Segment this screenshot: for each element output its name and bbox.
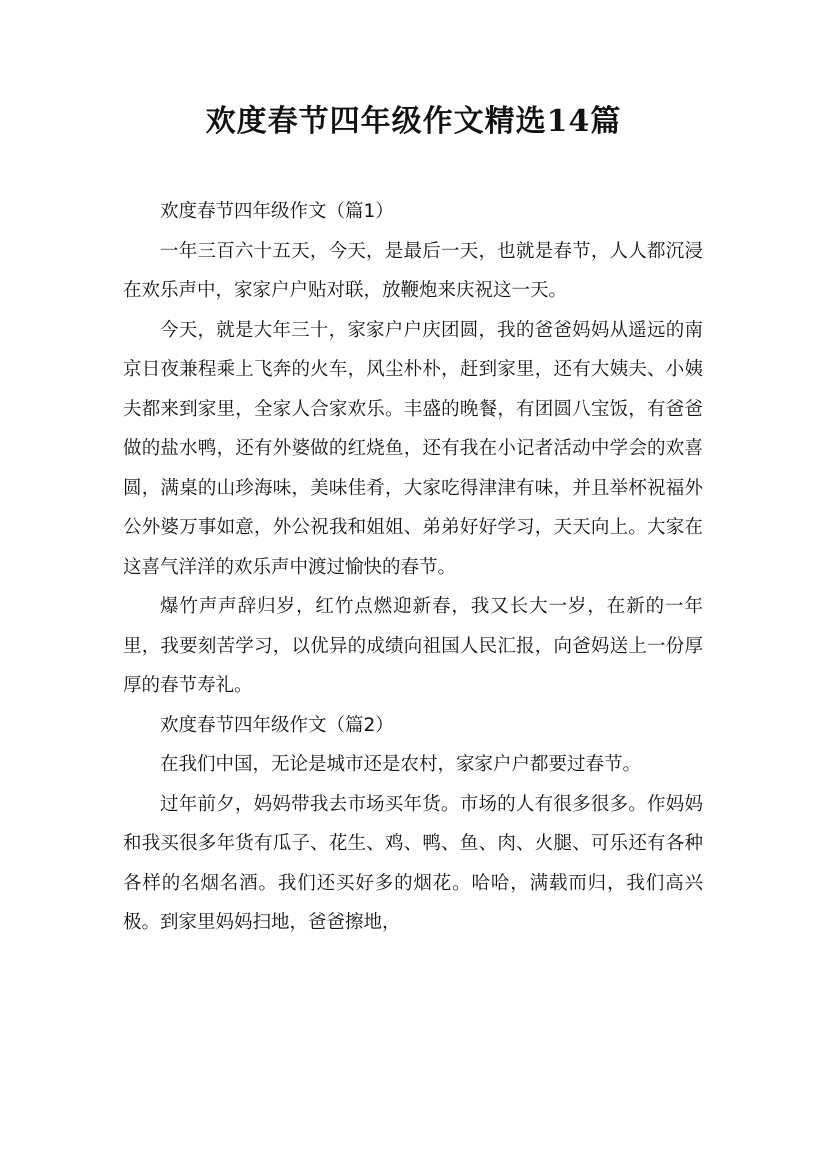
body-paragraph: 爆竹声声辞归岁，红竹点燃迎新春，我又长大一岁，在新的一年里，我要刻苦学习，以优异的成绩向祖国人民汇报，向爸妈送上一份厚厚的春节寿礼。 <box>123 596 703 696</box>
body-paragraph: 今天，就是大年三十，家家户户庆团圆，我的爸爸妈妈从遥远的南京日夜兼程乘上飞奔的火车，风尘朴朴，赶到家里，还有大姨夫、小姨夫都来到家里，全家人合家欢乐。丰盛的晚餐，有团圆八宝饭，有爸爸做的盐水鸭，还有外婆做的红烧鱼，还有我在小记者活动中学会的欢喜圆，满桌的山珍海味，美味佳肴，大家吃得津津有味，并且举杯祝福外公外婆万事如意，外公祝我和姐姐、弟弟好好学习，天天向上。大家在这喜气洋洋的欢乐声中渡过愉快的春节。 <box>123 319 703 578</box>
body-paragraph: 在我们中国，无论是城市还是农村，家家户户都要过春节。 <box>160 754 642 775</box>
section-heading: 欢度春节四年级作文（篇1） <box>160 201 394 222</box>
document-title: 欢度春节四年级作文精选14篇 <box>205 104 622 139</box>
body-paragraph: 一年三百六十五天，今天，是最后一天，也就是春节，人人都沉浸在欢乐声中，家家户户贴对联，放鞭炮来庆祝这一天。 <box>123 240 703 301</box>
body-paragraph: 过年前夕，妈妈带我去市场买年货。市场的人有很多很多。作妈妈和我买很多年货有瓜子、花生、鸡、鸭、鱼、肉、火腿、可乐还有各种各样的名烟名酒。我们还买好多的烟花。哈哈，满载而归，我们高兴极。到家里妈妈扫地，爸爸擦地， <box>123 793 703 933</box>
document-body <box>123 192 703 943</box>
section-heading: 欢度春节四年级作文（篇2） <box>160 714 394 736</box>
